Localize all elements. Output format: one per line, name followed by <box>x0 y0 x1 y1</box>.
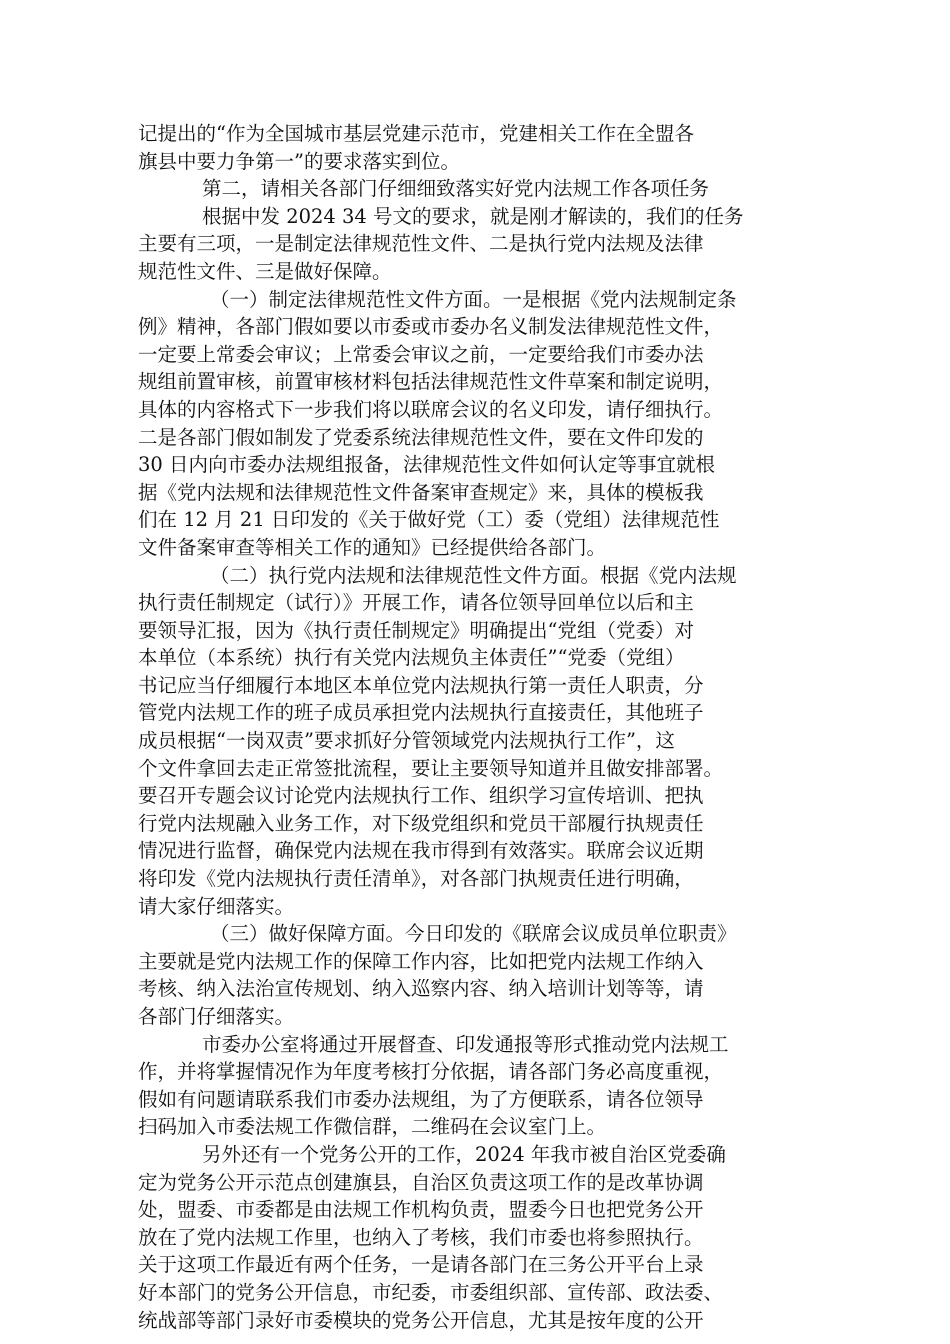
document-line: 主要就是党内法规工作的保障工作内容，比如把党内法规工作纳入 <box>138 949 704 973</box>
document-line: 管党内法规工作的班子成员承担党内法规执行直接责任，其他班子 <box>138 701 704 725</box>
document-line: （三）做好保障方面。今日印发的《联席会议成员单位职责》 <box>210 922 737 946</box>
document-line: 关于这项工作最近有两个任务，一是请各部门在三务公开平台上录 <box>138 1253 704 1277</box>
document-line: 统战部等部门录好市委模块的党务公开信息，尤其是按年度的公开 <box>138 1308 704 1332</box>
document-line: 定为党务公开示范点创建旗县，自治区负责这项工作的是改革协调 <box>138 1170 704 1194</box>
document-line: （一）制定法律规范性文件方面。一是根据《党内法规制定条 <box>210 287 737 311</box>
document-line: 个文件拿回去走正常签批流程，要让主要领导知道并且做安排部署。 <box>138 756 724 780</box>
document-line: 第二，请相关各部门仔细细致落实好党内法规工作各项任务 <box>202 177 710 201</box>
document-line: 记提出的“作为全国城市基层党建示范市，党建相关工作在全盟各 <box>138 122 694 145</box>
document-line: 另外还有一个党务公开的工作，2024 年我市被自治区党委确 <box>202 1142 726 1166</box>
document-line: 30 日内向市委办法规组报备，法律规范性文件如何认定等事宜就根 <box>138 453 716 477</box>
document-line: 具体的内容格式下一步我们将以联席会议的名义印发，请仔细执行。 <box>138 397 724 421</box>
document-line: 请大家仔细落实。 <box>138 894 295 918</box>
document-line: 将印发《党内法规执行责任清单》，对各部门执规责任进行明确， <box>138 867 694 891</box>
document-line: 行党内法规融入业务工作，对下级党组织和党员干部履行执规责任 <box>138 811 704 835</box>
document-line: 书记应当仔细履行本地区本单位党内法规执行第一责任人职责，分 <box>138 673 704 697</box>
document-line: 扫码加入市委法规工作微信群，二维码在会议室门上。 <box>138 1115 607 1139</box>
document-line: 放在了党内法规工作里，也纳入了考核，我们市委也将参照执行。 <box>138 1225 704 1249</box>
document-line: 各部门仔细落实。 <box>138 1005 295 1028</box>
document-line: 旗县中要力争第一”的要求落实到位。 <box>138 149 460 173</box>
document-line: 本单位（本系统）执行有关党内法规负主体责任”“党委（党组） <box>138 646 685 670</box>
document-line: 文件备案审查等相关工作的通知》已经提供给各部门。 <box>138 535 607 559</box>
document-line: 要召开专题会议讨论党内法规执行工作、组织学习宣传培训、把执 <box>138 784 704 808</box>
document-line: 市委办公室将通过开展督查、印发通报等形式推动党内法规工 <box>202 1032 729 1056</box>
document-line: 规组前置审核，前置审核材料包括法律规范性文件草案和制定说明， <box>138 370 724 394</box>
document-line: 一定要上常委会审议；上常委会审议之前，一定要给我们市委办法 <box>138 342 704 366</box>
document-line: 假如有问题请联系我们市委办法规组，为了方便联系，请各位领导 <box>138 1087 704 1111</box>
document-line: 二是各部门假如制发了党委系统法律规范性文件，要在文件印发的 <box>138 425 704 449</box>
document-line: 成员根据“一岗双责”要求抓好分管领域党内法规执行工作”，这 <box>138 729 675 753</box>
document-line: 们在 12 月 21 日印发的《关于做好党（工）委（党组）法律规范性 <box>138 508 720 532</box>
document-line: 好本部门的党务公开信息，市纪委，市委组织部、宣传部、政法委、 <box>138 1280 724 1304</box>
document-line: （二）执行党内法规和法律规范性文件方面。根据《党内法规 <box>210 563 737 587</box>
document-line: 处，盟委、市委都是由法规工作机构负责，盟委今日也把党务公开 <box>138 1198 704 1222</box>
document-line: 情况进行监督，确保党内法规在我市得到有效落实。联席会议近期 <box>138 839 704 863</box>
document-line: 执行责任制规定（试行）》开展工作，请各位领导回单位以后和主 <box>138 591 694 615</box>
document-line: 例》精神，各部门假如要以市委或市委办名义制发法律规范性文件， <box>138 315 724 339</box>
document-line: 据《党内法规和法律规范性文件备案审查规定》来，具体的模板我 <box>138 480 704 504</box>
document-line: 考核、纳入法治宣传规划、纳入巡察内容、纳入培训计划等等，请 <box>138 977 704 1001</box>
document-page <box>138 120 814 1334</box>
document-line: 作，并将掌握情况作为年度考核打分依据，请各部门务必高度重视， <box>138 1060 724 1084</box>
document-line: 主要有三项，一是制定法律规范性文件、二是执行党内法规及法律 <box>138 232 704 256</box>
document-line: 要领导汇报，因为《执行责任制规定》明确提出“党组（党委）对 <box>138 618 694 642</box>
document-line: 规范性文件、三是做好保障。 <box>138 259 392 283</box>
document-line: 根据中发 2024 34 号文的要求，就是刚才解读的，我们的任务 <box>202 204 744 228</box>
